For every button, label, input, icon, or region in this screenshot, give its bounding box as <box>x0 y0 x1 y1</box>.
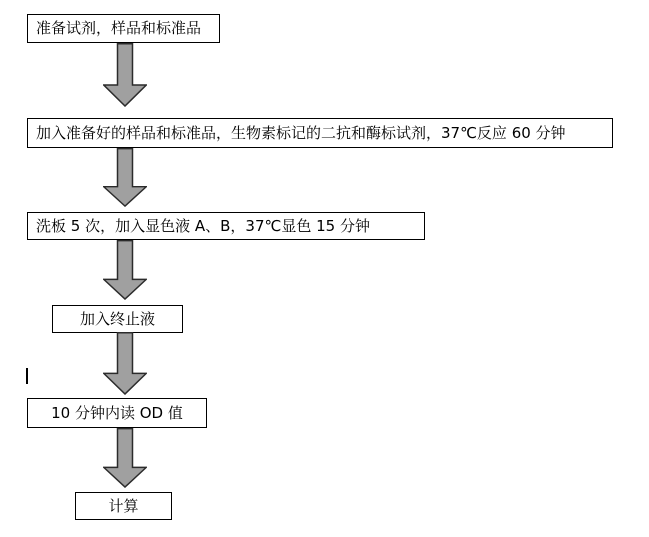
flow-step-box-4 <box>52 305 183 333</box>
down-arrow-connector-3 <box>103 240 147 300</box>
text-cursor-mark <box>26 368 28 384</box>
flow-step-label-3: 洗板 5 次，加入显色液 A、B，37℃显色 15 分钟 <box>36 216 370 235</box>
flow-step-label-1: 准备试剂，样品和标准品 <box>36 19 202 37</box>
down-arrow-connector-4 <box>103 332 147 395</box>
flow-step-label-4: 加入终止液 <box>79 309 155 328</box>
down-arrow-connector-1 <box>103 43 147 107</box>
flow-step-box-5 <box>27 398 207 428</box>
flow-step-box-1 <box>27 14 220 43</box>
flow-step-label-5: 10 分钟内读 OD 值 <box>51 403 183 422</box>
down-arrow-connector-2 <box>103 148 147 207</box>
flow-step-box-2 <box>27 118 613 148</box>
down-arrow-connector-5 <box>103 428 147 488</box>
flow-step-label-6: 计算 <box>108 496 139 515</box>
flow-step-box-6 <box>75 492 172 520</box>
flow-step-label-2: 加入准备好的样品和标准品，生物素标记的二抗和酶标试剂，37℃反应 60 分钟 <box>36 123 566 142</box>
flow-step-box-3 <box>27 212 425 240</box>
